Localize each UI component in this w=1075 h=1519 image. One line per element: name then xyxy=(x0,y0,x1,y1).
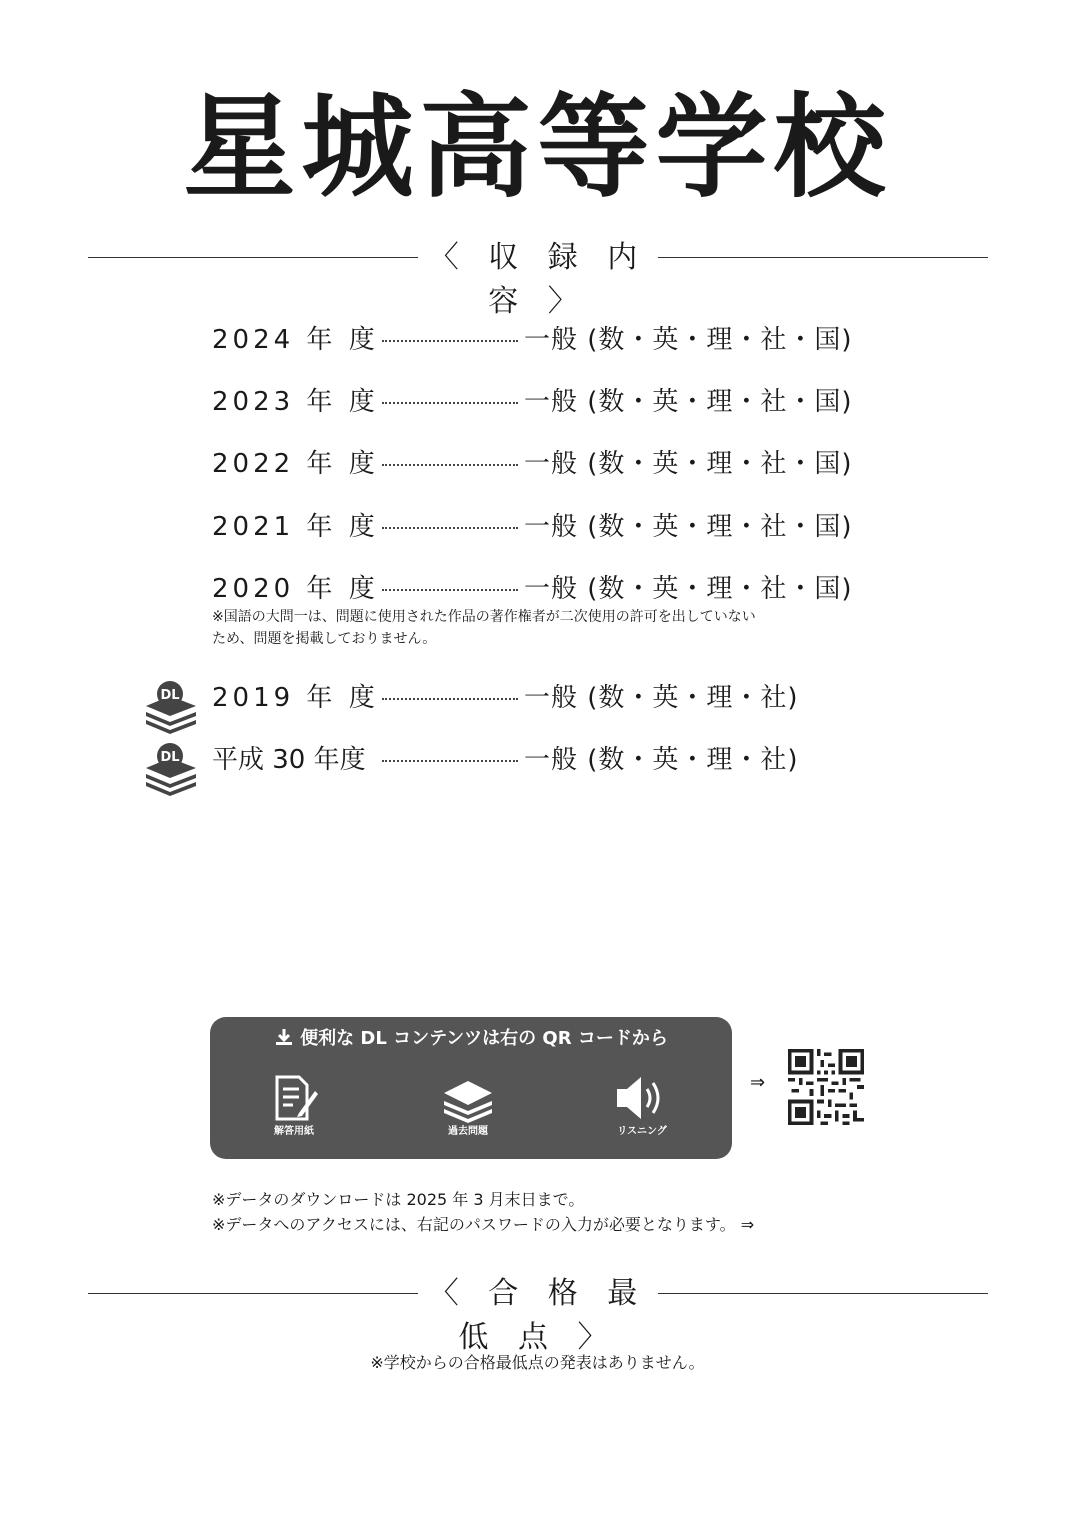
divider-right xyxy=(658,1293,988,1294)
copyright-note xyxy=(212,606,872,650)
exam-row xyxy=(212,320,872,360)
exam-row xyxy=(212,382,872,422)
exam-row xyxy=(212,507,872,547)
exam-subjects: 一般 (数・英・理・社・国) xyxy=(524,387,853,417)
exam-subjects: 一般 (数・英・理・社・国) xyxy=(524,512,853,542)
book-stack-icon xyxy=(440,1073,496,1123)
leader-dots xyxy=(382,760,518,762)
exam-year: 2021 年 度 xyxy=(212,512,379,542)
exam-year: 2024 年 度 xyxy=(212,325,379,355)
listening-caption: リスニング xyxy=(617,1126,667,1137)
download-book-icon xyxy=(140,742,202,796)
download-panel-heading-text: 便利な DL コンテンツは右の QR コードから xyxy=(300,1028,668,1049)
passing-score-note: ※学校からの合格最低点の発表はありません。 xyxy=(370,1353,705,1372)
listening-item xyxy=(592,1073,692,1153)
exam-subjects: 一般 (数・英・理・社) xyxy=(524,683,799,713)
leader-dots xyxy=(382,402,518,404)
exam-subjects: 一般 (数・英・理・社・国) xyxy=(524,325,853,355)
leader-dots xyxy=(382,340,518,342)
download-icon xyxy=(274,1027,294,1047)
divider-left xyxy=(88,1293,418,1294)
svg-text:DL: DL xyxy=(160,750,180,765)
download-deadline-note: ※データのダウンロードは 2025 年 3 月末日まで。 xyxy=(212,1190,585,1209)
answer-sheet-icon xyxy=(269,1073,319,1123)
answer-sheet-caption: 解答用紙 xyxy=(274,1126,314,1137)
qr-code[interactable] xyxy=(788,1049,864,1125)
exam-year: 2022 年 度 xyxy=(212,449,379,479)
past-exams-caption: 過去問題 xyxy=(448,1126,488,1137)
leader-dots xyxy=(382,589,518,591)
download-book-icon xyxy=(140,680,202,734)
leader-dots xyxy=(382,527,518,529)
contents-section-header xyxy=(88,236,988,319)
download-content-panel xyxy=(210,1017,732,1159)
contents-heading: 〈 収 録 内 容 〉 xyxy=(428,240,648,319)
divider-right xyxy=(658,257,988,258)
exam-subjects: 一般 (数・英・理・社) xyxy=(524,745,799,775)
school-title: 星城高等学校 xyxy=(183,83,892,213)
leader-dots xyxy=(382,698,518,700)
exam-row xyxy=(212,569,872,609)
speaker-icon xyxy=(613,1073,671,1123)
copyright-note-line: ※国語の大問一は、問題に使用された作品の著作権者が二次使用の許可を出していない xyxy=(212,609,756,625)
exam-row-dl xyxy=(212,678,872,718)
divider-left xyxy=(88,257,418,258)
exam-year: 2023 年 度 xyxy=(212,387,379,417)
svg-text:DL: DL xyxy=(160,688,180,703)
passing-score-section-header xyxy=(88,1272,988,1355)
password-note: ※データへのアクセスには、右記のパスワードの入力が必要となります。 ⇒ xyxy=(212,1215,755,1234)
download-panel-heading xyxy=(210,1025,732,1053)
past-exams-item xyxy=(418,1073,518,1153)
passing-score-heading: 〈 合 格 最 低 点 〉 xyxy=(428,1276,648,1355)
copyright-note-line: ため、問題を掲載しておりません。 xyxy=(212,631,437,647)
exam-row-dl xyxy=(212,740,872,780)
exam-subjects: 一般 (数・英・理・社・国) xyxy=(524,449,853,479)
exam-subjects: 一般 (数・英・理・社・国) xyxy=(524,574,853,604)
exam-year: 2019 年 度 xyxy=(212,683,379,713)
qr-arrow: ⇒ xyxy=(750,1072,766,1093)
leader-dots xyxy=(382,464,518,466)
exam-row xyxy=(212,444,872,484)
exam-year: 平成 30 年度 xyxy=(212,745,366,775)
answer-sheet-item xyxy=(244,1073,344,1153)
exam-year: 2020 年 度 xyxy=(212,574,379,604)
